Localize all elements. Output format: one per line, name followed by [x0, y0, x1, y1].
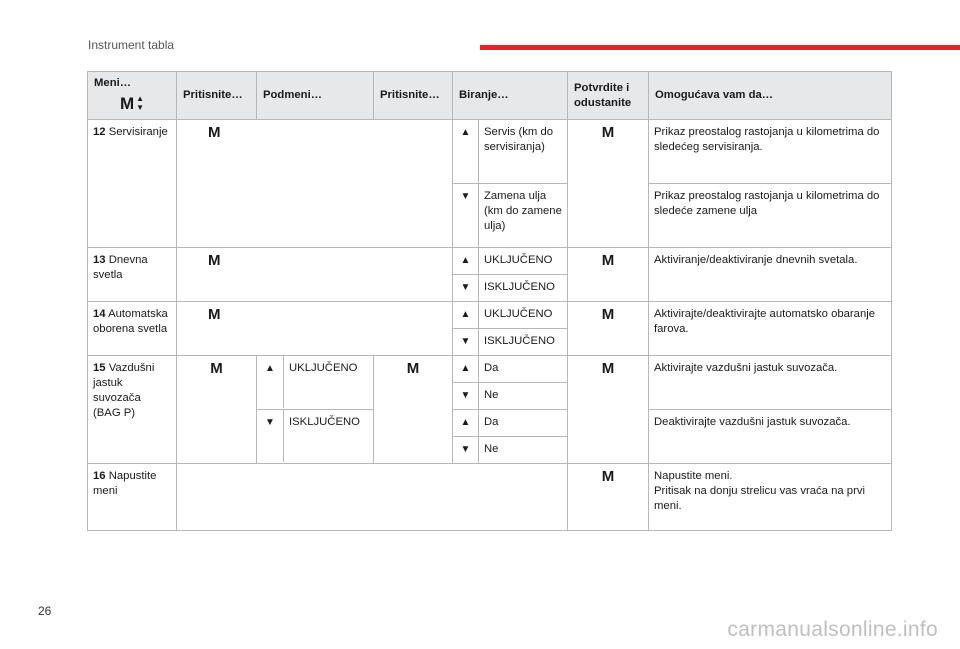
submenu-on: ▲ UKLJUČENO: [257, 356, 374, 410]
arrow-down-icon: ▼: [453, 383, 479, 410]
table-row: [88, 464, 892, 531]
header-press-2: Pritisnite…: [374, 72, 453, 120]
arrow-down-icon: ▼: [453, 184, 479, 248]
m-button-icon: M: [177, 248, 453, 302]
header-press-1: Pritisnite…: [177, 72, 257, 120]
m-button-icon: M: [177, 302, 453, 356]
m-button-icon: M: [568, 356, 649, 464]
menu-item-12: 12 Servisiranje: [88, 120, 177, 248]
option-text: ISKLJUČENO: [479, 329, 568, 356]
menu-item-13: 13 Dnevna svetla: [88, 248, 177, 302]
arrow-up-icon: ▲: [453, 356, 479, 383]
header-allows: Omogućava vam da…: [649, 72, 892, 120]
option-text: UKLJUČENO: [479, 248, 568, 275]
m-button-icon: M: [177, 356, 257, 464]
option-yes: Da: [479, 410, 568, 437]
header-menu: Meni… M ▲ ▼: [88, 72, 177, 120]
table-row: [88, 248, 892, 275]
instrument-menu-table: [87, 71, 892, 531]
m-button-icon: M: [374, 356, 453, 464]
option-yes: Da: [479, 356, 568, 383]
arrow-up-icon: ▲: [453, 302, 479, 329]
description: Aktiviranje/deaktiviranje dnevnih svetala.: [649, 248, 892, 302]
table-header-row: [88, 72, 892, 120]
header-accent-bar: [480, 45, 960, 50]
header-select: Biranje…: [453, 72, 568, 120]
header-confirm: Potvrdite i odustanite: [568, 72, 649, 120]
description: Prikaz preostalog rastojanja u kilometrima do sledećeg servisiranja.: [649, 120, 892, 184]
description: Deaktivirajte vazdušni jastuk suvozača.: [649, 410, 892, 464]
option-no: Ne: [479, 383, 568, 410]
description: Aktivirajte vazdušni jastuk suvozača.: [649, 356, 892, 410]
header-submenu: Podmeni…: [257, 72, 374, 120]
table-row: [88, 356, 892, 383]
description: Prikaz preostalog rastojanja u kilometrima do sledeće zamene ulja: [649, 184, 892, 248]
m-button-icon: M: [177, 120, 453, 248]
arrow-down-icon: ▼: [453, 329, 479, 356]
watermark: carmanualsonline.info: [727, 618, 938, 641]
table-row: [88, 120, 892, 184]
m-button-icon: M: [568, 302, 649, 356]
empty-cell: [177, 464, 568, 531]
page-number: 26: [38, 604, 52, 618]
option-text: Zamena ulja (km do zamene ulja): [479, 184, 568, 248]
m-button-icon: M: [568, 464, 649, 531]
arrow-up-icon: ▲: [453, 248, 479, 275]
m-button-icon: M: [568, 248, 649, 302]
arrow-up-icon: ▲: [453, 120, 479, 184]
arrow-up-icon: ▲: [453, 410, 479, 437]
arrow-down-icon: ▼: [453, 275, 479, 302]
arrow-down-icon: ▼: [453, 437, 479, 464]
arrow-up-icon: ▲: [257, 356, 284, 408]
option-text: ISKLJUČENO: [479, 275, 568, 302]
description: Aktivirajte/deaktivirajte automatsko obaranje farova.: [649, 302, 892, 356]
submenu-off: ▼ ISKLJUČENO: [257, 410, 374, 464]
table-row: [88, 302, 892, 329]
option-text: UKLJUČENO: [479, 302, 568, 329]
menu-item-15: 15 Vazdušni jastuk suvozača (BAG P): [88, 356, 177, 464]
m-button-icon: M: [568, 120, 649, 248]
menu-item-14: 14 Automatska oborena svetla: [88, 302, 177, 356]
arrow-down-icon: ▼: [257, 410, 284, 462]
option-no: Ne: [479, 437, 568, 464]
menu-arrows-icon: M ▲ ▼: [119, 93, 145, 113]
description: Napustite meni. Pritisak na donju strelicu vas vraća na prvi meni.: [649, 464, 892, 531]
page-section-title: Instrument tabla: [88, 38, 175, 52]
menu-item-16: 16 Napustite meni: [88, 464, 177, 531]
option-text: Servis (km do servisiranja): [479, 120, 568, 184]
